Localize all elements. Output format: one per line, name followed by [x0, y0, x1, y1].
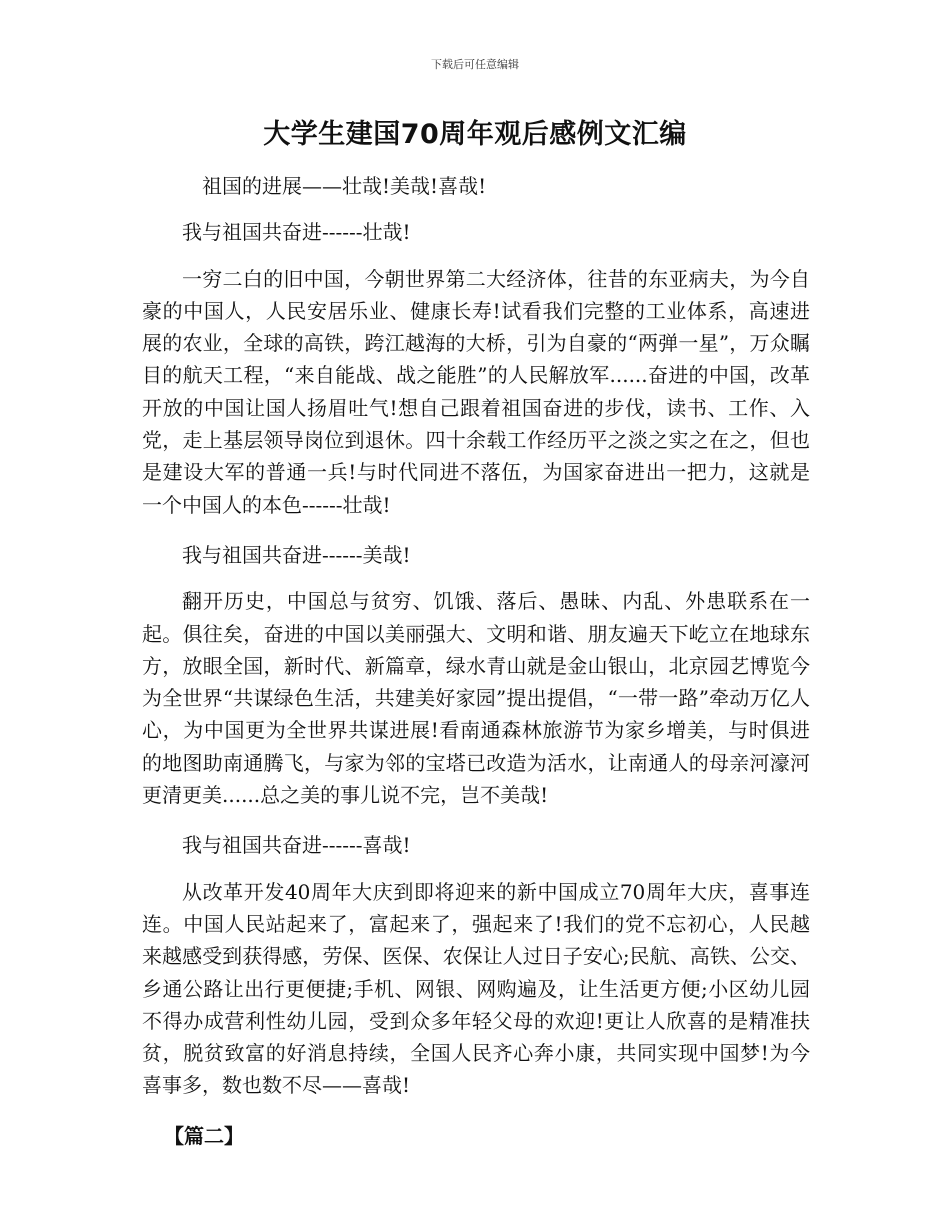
document-title: 大学生建国70周年观后感例文汇编	[263, 119, 687, 150]
paragraph-zhuangzai: 一穷二白的旧中国，今朝世界第二大经济体，往昔的东亚病夫，为今自豪的中国人，人民安居乐业、健康长寿!试看我们完整的工业体系，高速进展的农业，全球的高铁，跨江越海的大桥，引为自豪的“两弹一星”，万众瞩目的航天工程，“来自能战、战之能胜”的人民解放军......奋进的中国，改革开放的中国让国人扬眉吐气!想自己跟着祖国奋进的步伐，读书、工作、入党，走上基层领导岗位到退休。四十余载工作经历平之淡之实之在之，但也是建设大军的普通一兵!与时代同进不落伍，为国家奋进出一把力，这就是一个中国人的本色------壮哉!	[142, 266, 810, 517]
paragraph-meizai: 翻开历史，中国总与贫穷、饥饿、落后、愚昧、内乱、外患联系在一起。俱往矣，奋进的中国以美丽强大、文明和谐、朋友遍天下屹立在地球东方，放眼全国，新时代、新篇章，绿水青山就是金山银山，北京园艺博览今为全世界“共谋绿色生活，共建美好家园”提出提倡，“一带一路”牵动万亿人心，为中国更为全世界共谋进展!看南通森林旅游节为家乡增美，与时俱进的地图助南通腾飞，与家为邻的宝塔已改造为活水，让南通人的母亲河濠河更清更美......总之美的事儿说不完，岂不美哉!	[142, 589, 810, 808]
header-note: 下载后可任意编辑	[431, 58, 519, 71]
document-body	[142, 170, 810, 1170]
chapter-marker: 【篇二】	[164, 1123, 244, 1148]
section-heading-xizai: 我与祖国共奋进------喜哉!	[182, 833, 411, 858]
paragraph-xizai: 从改革开发40周年大庆到即将迎来的新中国成立70周年大庆，喜事连连。中国人民站起来了，富起来了，强起来了!我们的党不忘初心，人民越来越感受到获得感，劳保、医保、农保让人过日子安心;民航、高铁、公交、乡通公路让出行更便捷;手机、网银、网购遍及，让生活更方便;小区幼儿园不得办成营利性幼儿园，受到众多年轻父母的欢迎!更让人欣喜的是精准扶贫，脱贫致富的好消息持续，全国人民齐心奔小康，共同实现中国梦!为今喜事多，数也数不尽——喜哉!	[142, 879, 810, 1098]
section-heading-zhuangzai: 我与祖国共奋进------壮哉!	[182, 220, 411, 245]
intro-line: 祖国的进展——壮哉!美哉!喜哉!	[202, 174, 487, 198]
section-heading-meizai: 我与祖国共奋进------美哉!	[182, 542, 411, 567]
